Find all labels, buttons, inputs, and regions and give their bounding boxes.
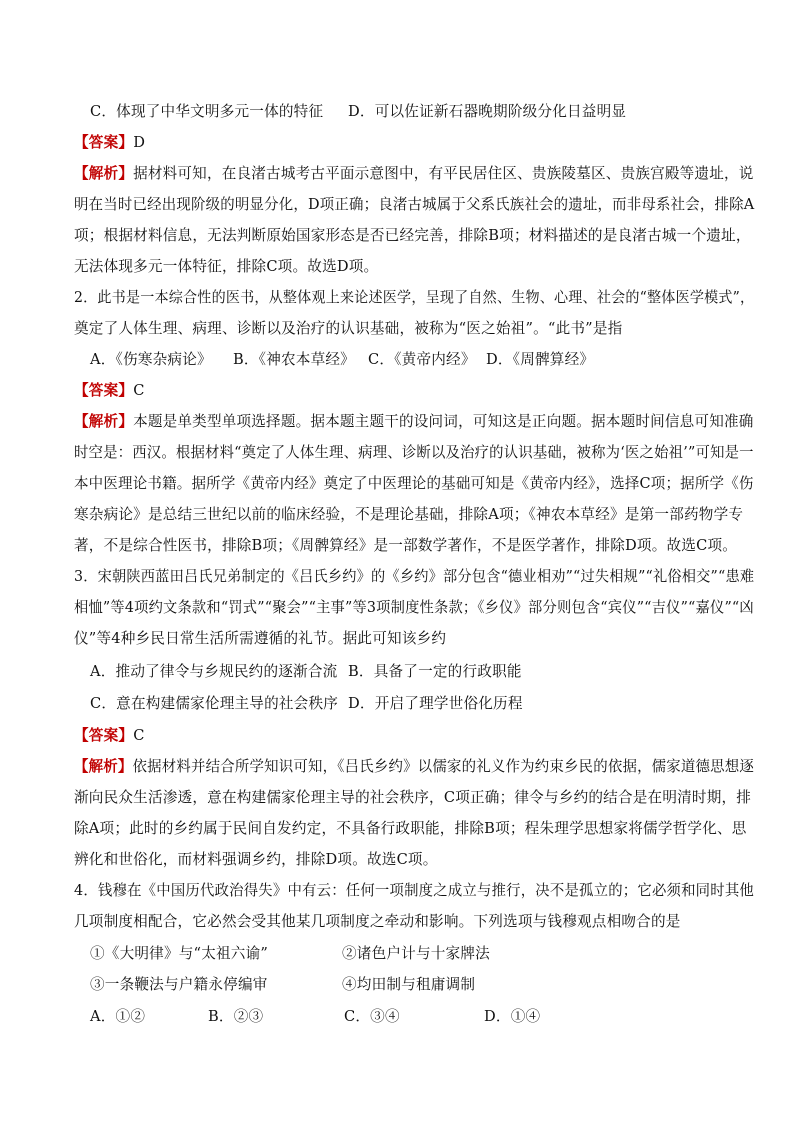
q1-options-cd [90, 102, 626, 122]
q1-option-c: C．体现了中华文明多元一体的特征 [90, 103, 324, 120]
analysis-text: 依据材料并结合所学知识可知，《吕氏乡约》以儒家的礼义作为约束乡民的依据，儒家道德思想逐 [132, 758, 755, 775]
q3-analysis-line: 除A项；此时的乡约属于民间自发约定，不具备行政职能，排除B项；程朱理学思想家将儒学哲学化、思 [74, 820, 747, 837]
q2-analysis-line: 寒杂病论》是总结三世纪以前的临床经验，不是理论基础，排除A项；《神农本草经》是第一部药物学专 [74, 506, 744, 523]
q1-answer [74, 133, 145, 153]
q3-option-d: D．开启了理学世俗化历程 [348, 695, 523, 712]
analysis-tag: 【解析】 [74, 165, 134, 182]
q2-analysis-line [74, 412, 754, 432]
q4-item-3: ③一条鞭法与户籍永停编审 [90, 976, 268, 993]
q4-option-b: B．②③ [208, 1008, 264, 1025]
q1-analysis-line: 项；根据材料信息，无法判断原始国家形态是否已经完善，排除B项；材料描述的是良渚古城一个遗址， [74, 227, 751, 244]
analysis-tag: 【解析】 [74, 758, 133, 775]
analysis-text: 本题是单类型单项选择题。据本题主题干的设问词，可知这是正向题。据本题时间信息可知准确 [133, 413, 754, 430]
q4-items-12 [90, 944, 490, 964]
answer-value: D [133, 134, 146, 151]
q3-options-ab [90, 662, 522, 682]
q1-option-d: D．可以佐证新石器晚期阶级分化日益明显 [348, 103, 627, 120]
answer-value: C [133, 727, 145, 744]
answer-value: C [133, 382, 145, 399]
q4-item-4: ④均田制与租庸调制 [342, 976, 476, 993]
q4-option-a: A．①② [90, 1008, 146, 1025]
q4-stem-line: 几项制度相配合，它必然会受其他某几项制度之牵动和影响。下列选项与钱穆观点相吻合的是 [74, 913, 681, 930]
q4-stem-line: 4．钱穆在《中国历代政治得失》中有云：任何一项制度之成立与推行，决不是孤立的；它必须和同时其他 [74, 882, 755, 899]
q4-options [90, 1007, 540, 1027]
q1-analysis-line: 明在当时已经出现阶级的明显分化，D项正确；良渚古城属于父系氏族社会的遗址，而非母系社会，排除A [74, 196, 755, 213]
q2-analysis-line: 本中医理论书籍。据所学《黄帝内经》奠定了中医理论的基础可知是《黄帝内经》，选择C项；据所学《伤 [74, 475, 754, 492]
q2-analysis-line: 著，不是综合性医书，排除B项；《周髀算经》是一部数学著作，不是医学著作，排除D项。故选C项。 [74, 537, 738, 554]
q2-option-a: A．《伤寒杂病论》 [90, 351, 212, 368]
q4-option-c: C．③④ [344, 1008, 400, 1025]
answer-tag: 【答案】 [74, 382, 134, 399]
q3-analysis-line: 辨化和世俗化，而材料强调乡约，排除D项。故选C项。 [74, 851, 438, 868]
q3-option-a: A．推动了律令与乡规民约的逐渐合流 [90, 663, 338, 680]
q3-option-b: B．具备了一定的行政职能 [348, 663, 522, 680]
answer-tag: 【答案】 [74, 727, 134, 744]
q2-options [90, 350, 594, 370]
q1-analysis-line [74, 164, 754, 184]
analysis-tag: 【解析】 [74, 413, 134, 430]
q2-option-d: D．《周髀算经》 [486, 351, 595, 368]
q3-analysis-line [74, 757, 754, 777]
q3-analysis-line: 渐向民众生活渗透，意在构建儒家伦理主导的社会秩序，C项正确；律令与乡约的结合是在明清时期，排 [74, 789, 752, 806]
q4-item-2: ②诸色户计与十家牌法 [342, 945, 490, 962]
q1-analysis-line: 无法体现多元一体特征，排除C项。故选D项。 [74, 258, 379, 275]
q3-answer [74, 726, 145, 746]
q2-option-c: C．《黄帝内经》 [368, 351, 476, 368]
analysis-text: 据材料可知，在良渚古城考古平面示意图中，有平民居住区、贵族陵墓区、贵族宫殿等遗址，说 [133, 165, 754, 182]
q3-stem-line: 相恤”等4项约文条款和“罚式”“聚会”“主事”等3项制度性条款；《乡仪》部分则包含“宾仪”“吉仪”“嘉仪”“凶 [74, 599, 754, 616]
q2-answer [74, 381, 145, 401]
q3-stem-line: 仪”等4种乡民日常生活所需遵循的礼节。据此可知该乡约 [74, 630, 447, 647]
q2-analysis-line: 时空是：西汉。根据材料“奠定了人体生理、病理、诊断以及治疗的认识基础，被称为‘医之始祖’”可知是一 [74, 444, 754, 461]
q3-options-cd [90, 694, 523, 714]
q4-items-34 [90, 975, 475, 995]
q4-item-1: ①《大明律》与“太祖六谕” [90, 945, 269, 962]
q2-stem-line: 奠定了人体生理、病理、诊断以及治疗的认识基础，被称为“医之始祖”。“此书”是指 [74, 320, 623, 337]
q2-stem-line: 2．此书是一本综合性的医书，从整体观上来论述医学，呈现了自然、生物、心理、社会的“整体医学模式”， [74, 289, 755, 306]
q4-option-d: D．①④ [484, 1008, 541, 1025]
q3-option-c: C．意在构建儒家伦理主导的社会秩序 [90, 695, 339, 712]
q2-option-b: B．《神农本草经》 [233, 351, 355, 368]
answer-tag: 【答案】 [74, 134, 134, 151]
q3-stem-line: 3．宋朝陕西蓝田吕氏兄弟制定的《吕氏乡约》的《乡约》部分包含“德业相劝”“过失相规”“礼俗相交”“患难 [74, 568, 755, 585]
